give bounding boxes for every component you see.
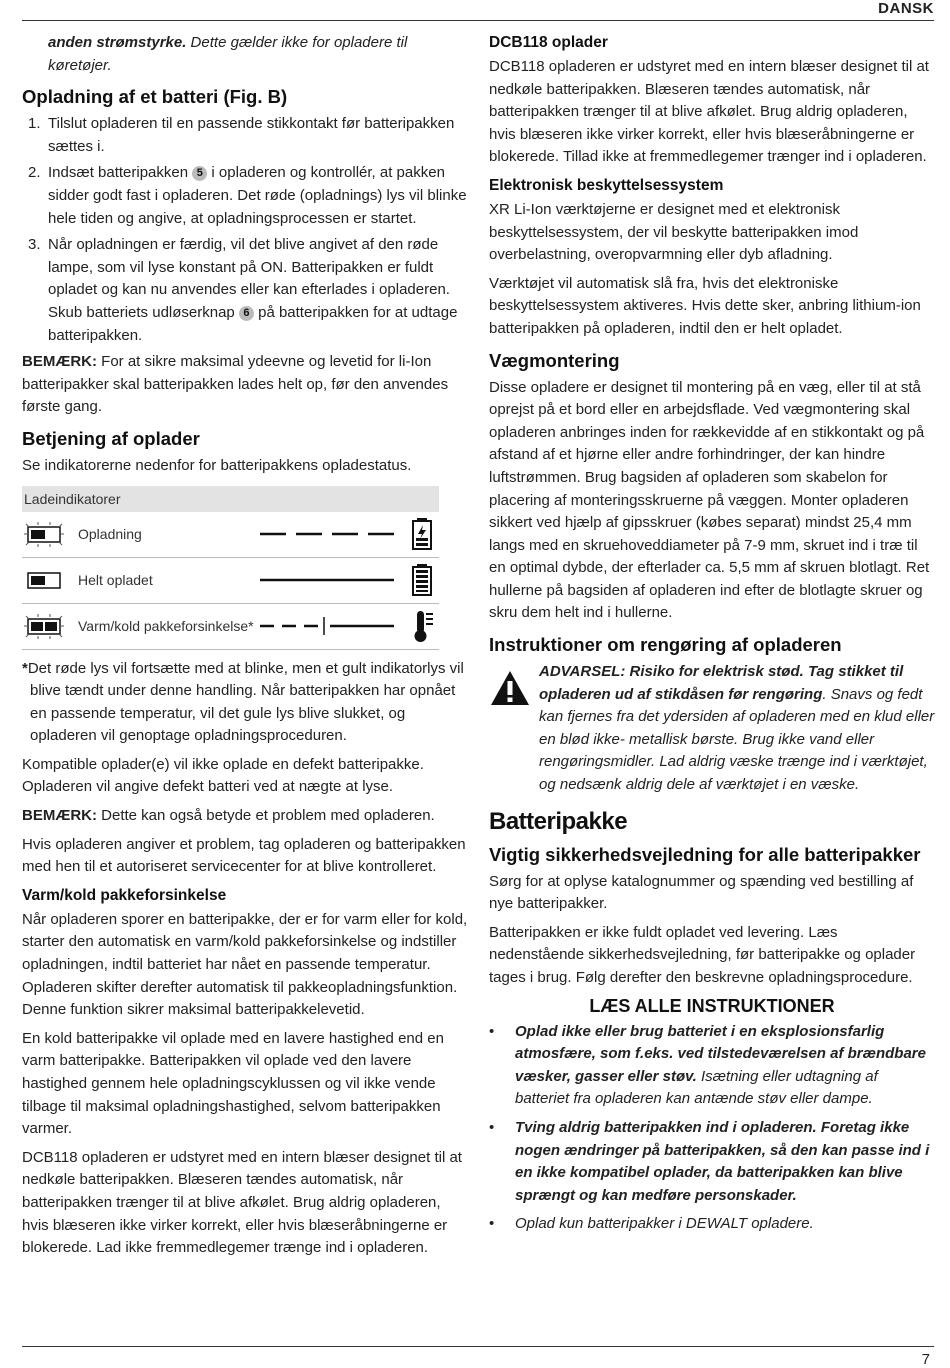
charging-battery-icon <box>408 517 436 551</box>
problem-text: Hvis opladeren angiver et problem, tag opladeren og batteripakken med hen til et autoriseret servicecenter for at blive kontrolleret. <box>22 835 466 876</box>
list-item: • Tving aldrig batteripakken ind i opladeren. Foretag ikke nogen ændringer på batteripakken, så den kan passe ind i en ikke kompatibel oplader, da batteripakken kan blive sprængt og kan medføre personskader. <box>489 1118 930 1204</box>
left-column <box>22 32 470 1266</box>
header-rule <box>22 20 934 21</box>
list-item: • Oplad ikke eller brug batteriet i en eksplosionsfarlig atmosfære, som f.eks. ved tilstedeværelsen af brændbare væsker, gasser eller støv. Isætning eller udtagning af batteriet fra opladeren kan antænde støv eller dampe. <box>489 1022 926 1108</box>
safety-paragraph: Sørg for at oplyse katalognummer og spænding ved bestilling af nye batteripakker. <box>489 872 914 913</box>
charging-heading: Opladning af et batteri (Fig. B) <box>22 86 288 108</box>
elec-heading: Elektronisk beskyttelsessystem <box>489 176 724 194</box>
charging-steps <box>22 113 470 347</box>
elec-paragraph: XR Li-Ion værktøjerne er designet med et elektronisk beskyttelsessystem, der vil beskytte batteripakken imod overbelastning, overopvarmning eller dyb afladning. <box>489 200 859 264</box>
list-item: 2. Indsæt batteripakken 5 i opladeren og kontrollér, at pakken sidder godt fast i opladeren. Det røde (opladnings) lys vil blinke hele tiden og angive, at opladningsprocessen er startet. <box>28 164 467 227</box>
star-note: *Det røde lys vil fortsætte med at blinke, men et gult indikatorlys vil blive tændt under denne handling. Når batteripakken har opnået en passende temperatur, vil det gule lys blive slukket, og opladeren vil genoptage opladningsproceduren. <box>22 659 464 745</box>
blinking-led-icon <box>22 512 78 557</box>
safety-heading: Vigtig sikkerhedsvejledning for alle batteripakker <box>489 843 921 865</box>
delay-paragraph: En kold batteripakke vil oplade med en lavere hastighed end en varm batteripakke. Batteripakken vil oplade ved den lavere hastighed gennem hele opladningscyklussen og vil ikke vende tilbage til maksimal opladningshastighed, selvom batteripakken varmer. <box>22 1029 444 1138</box>
clean-heading: Instruktioner om rengøring af opladeren <box>489 634 842 656</box>
delay-paragraph: Når opladeren sporer en batteripakke, der er for varm eller for kold, starter den automatisk en varm/kold pakkeforsinkelse og indstiller opladningen, indtil batteriet har nået en passende temperatur. Opladeren skifter derefter automatisk til pakkeopladningsfunktion. Denne funktion sikrer maksimal batteripakkelevetid. <box>22 910 468 1019</box>
dash-then-solid-pattern <box>258 616 408 636</box>
solid-pattern <box>258 570 408 590</box>
dcb-heading: DCB118 oplader <box>489 34 608 51</box>
list-item: 1. Tilslut opladeren til en passende stikkontakt før batteripakken sættes i. <box>28 115 455 155</box>
delay-paragraph: DCB118 opladeren er udstyret med en intern blæser designet til at nedkøle batteripakken. Blæseren tændes automatisk, når batteripakken trænger til at blive afkølet. Brug aldrig opladeren, hvis blæseren ikke virker korrekt, eller hvis blæseråbningerne er blokerede. Lad ikke fremmedlegemer trænge ind i opladeren. <box>22 1148 462 1257</box>
table-row <box>22 512 439 558</box>
read-all-heading: LÆS ALLE INSTRUKTIONER <box>589 995 835 1016</box>
double-blinking-led-icon <box>22 604 78 649</box>
callout-badge: 5 <box>192 166 207 181</box>
indicator-table <box>22 486 439 650</box>
battery-heading: Batteripakke <box>489 807 628 835</box>
dashed-pattern <box>258 524 408 544</box>
list-item: 3. Når opladningen er færdig, vil det blive angivet af den røde lampe, som vil lyse konstant på ON. Batteripakken er fuldt opladet og kan nu anvendes eller kan efterlades i opladeren. Skub batteriets udløserknap 6 på batteripakken for at udtage batteripakken. <box>28 236 458 344</box>
operation-text: Se indikatorerne nedenfor for batteripakkens opladestatus. <box>22 456 412 474</box>
full-battery-icon <box>408 563 436 597</box>
thermometer-icon <box>408 609 436 643</box>
table-row <box>22 604 439 650</box>
footer-rule <box>22 1346 934 1347</box>
table-row <box>22 558 439 604</box>
page-number: 7 <box>921 1351 930 1368</box>
note-paragraph: BEMÆRK: Dette kan også betyde et problem med opladeren. <box>22 807 435 825</box>
indicator-label: Opladning <box>78 526 142 542</box>
note-paragraph: BEMÆRK: For at sikre maksimal ydeevne og levetid for li-Ion batteripakker skal batteripakken lades helt op, før den anvendes første gang. <box>22 353 449 416</box>
warning-text: ADVARSEL: Risiko for elektrisk stød. Tag stikket til opladeren ud af stikdåsen før rengøring. Snavs og fedt kan fjernes fra det ydersiden af opladeren med en klud eller en blød ikke- metallisk børste. Brug ikke vand eller rengøringsmidler. Lad aldrig væske trænge ind i værktøjet, og nedsænk aldrig dele af værktøjet i en væske. <box>539 663 935 794</box>
warning-triangle-icon <box>489 661 539 797</box>
header-language: DANSK <box>878 0 934 17</box>
right-column <box>489 32 935 1242</box>
callout-badge: 6 <box>239 306 254 321</box>
indicator-label: Varm/kold pakkeforsinkelse* <box>78 618 254 634</box>
elec-paragraph: Værktøjet vil automatisk slå fra, hvis det elektroniske beskyttelsessystem aktiveres. Hvis dette sker, anbring lithium-ion batteripakken på opladeren, indtil den er helt opladet. <box>489 274 921 337</box>
steady-led-icon <box>22 558 78 603</box>
warning-block <box>489 661 935 797</box>
operation-heading: Betjening af oplader <box>22 427 200 449</box>
wall-heading: Vægmontering <box>489 349 620 371</box>
compat-text: Kompatible oplader(e) vil ikke oplade en defekt batteripakke. Opladeren vil angive defekt batteri ved at nægte at lyse. <box>22 755 424 796</box>
indicator-label: Helt opladet <box>78 572 153 588</box>
wall-text: Disse opladere er designet til montering på en væg, eller til at stå oprejst på et bord eller en arbejdsflade. Ved vægmontering skal opladeren anbringes inden for rækkevidde af en stikkontakt og på afstand af et hjørne eller andre forhindringer, der kan hindre luftstrømmen. Brug bagsiden af opladeren som skabelon for placering af monteringsskruerne på væggen. Monter opladeren sikkert ved hjælp af gipsskruer (købes separat) mindst 25,4 mm langs med en skruehoveddiameter på 7-9 mm, skruet ind i træ til en optimal dybde, der efterlader ca. 5,5 mm af skruen blotlagt. Ret hullerne på bagsiden af opladeren ind efter de blotlagte skruer og skru dem helt ind i hullerne. <box>489 378 930 622</box>
list-item: • Oplad kun batteripakker i DEWALT opladere. <box>489 1215 814 1233</box>
intro-paragraph: anden strømstyrke. Dette gælder ikke for opladere til køretøjer. <box>48 34 408 74</box>
delay-heading: Varm/kold pakkeforsinkelse <box>22 886 227 904</box>
dcb-text: DCB118 opladeren er udstyret med en intern blæser designet til at nedkøle batteripakken. Blæseren tændes automatisk, når batteripakken trænger til at blive afkølet. Brug aldrig opladeren, hvis blæseren ikke virker korrekt, eller hvis blæseråbningerne er blokerede. Tillad ikke at fremmedlegemer trænger ind i opladeren. <box>489 58 929 166</box>
indicator-table-header: Ladeindikatorer <box>22 486 439 512</box>
safety-paragraph: Batteripakken er ikke fuldt opladet ved levering. Læs nedenstående sikkerhedsvejledning, før batteripakke og oplader tages i brug. Følg derefter den beskrevne opladningsprocedure. <box>489 923 916 986</box>
safety-bullets <box>489 1021 935 1236</box>
